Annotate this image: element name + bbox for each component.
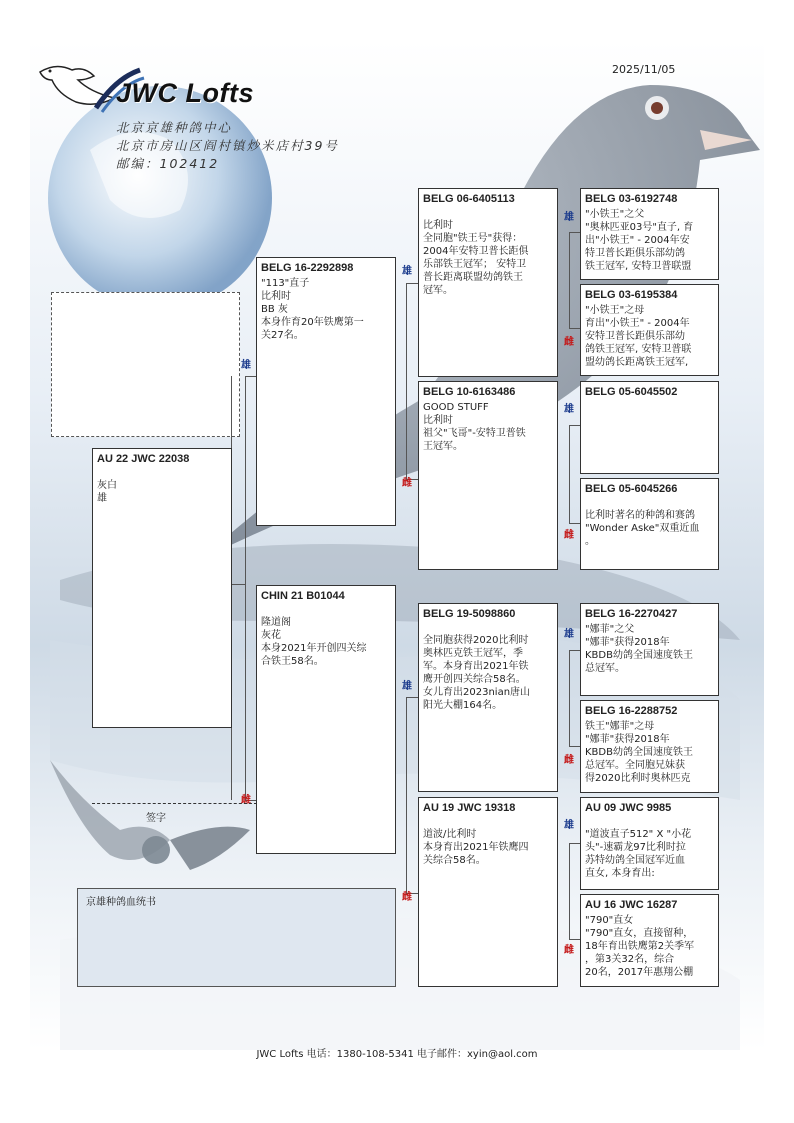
- info-line: 比利时著名的种鸽和赛鸽: [585, 510, 695, 521]
- print-date: 2025/11/05: [612, 63, 676, 76]
- info-line: "113"直子: [261, 278, 310, 289]
- info-line: 比利时: [423, 220, 453, 231]
- info-line: 全同胞获得2020比利时: [423, 635, 529, 646]
- info-line: 直女, 本身育出:: [585, 868, 655, 879]
- great-granddam-card[interactable]: [580, 700, 719, 793]
- info-line: 鸽铁王冠军, 安特卫普联: [585, 344, 692, 355]
- info-line: 阳光大棚164名。: [423, 700, 503, 711]
- connector: [569, 939, 580, 940]
- ring-number: BELG 03-6195384: [585, 289, 678, 301]
- address-line-2: 北京市房山区阎村镇炒米店村39号: [116, 138, 339, 153]
- info-line: 全同胞"铁王号"获得：: [423, 233, 523, 244]
- dam-mark: 雌: [564, 945, 574, 956]
- info-line: 普长距离联盟幼鸽铁王: [423, 272, 523, 283]
- info-line: 合铁王58名。: [261, 656, 324, 667]
- connector: [569, 232, 580, 233]
- info-line: 育出"小铁王" - 2004年: [585, 318, 690, 329]
- connector: [406, 283, 407, 479]
- info-line: "道波直子512" X "小花: [585, 829, 692, 840]
- granddam-maternal-card[interactable]: [418, 797, 558, 987]
- info-line: 女儿育出2023nian唐山: [423, 687, 531, 698]
- info-line: 军。本身育出2021年铁: [423, 661, 529, 672]
- ring-number: AU 22 JWC 22038: [97, 453, 190, 465]
- sire-mark: 雄: [564, 212, 574, 223]
- sire-mark: 雄: [564, 629, 574, 640]
- sire-mark: 雄: [564, 404, 574, 415]
- info-line: 灰花: [261, 630, 281, 641]
- connector: [406, 697, 407, 893]
- subject-pigeon-card[interactable]: [92, 448, 232, 728]
- info-line: "小铁王"之父: [585, 209, 645, 220]
- grandsire-maternal-card[interactable]: [418, 603, 558, 792]
- ring-number: AU 16 JWC 16287: [585, 899, 678, 911]
- ring-number: BELG 16-2292898: [261, 262, 354, 274]
- info-line: 得2020比利时奥林匹克: [585, 773, 691, 784]
- sire-mark: 雄: [402, 681, 412, 692]
- ring-number: BELG 16-2288752: [585, 705, 678, 717]
- info-line: 安特卫普长距俱乐部幼: [585, 331, 685, 342]
- pigeon-sex: 雄: [97, 493, 107, 504]
- great-grandsire-card[interactable]: [580, 381, 719, 474]
- certificate-box[interactable]: [77, 888, 396, 987]
- info-line: 本身作育20年铁鹰第一: [261, 317, 364, 328]
- great-granddam-card[interactable]: [580, 478, 719, 570]
- dam-mark: 雌: [241, 795, 251, 806]
- info-line: 本身育出2021年铁鹰四: [423, 842, 529, 853]
- info-line: "790"直女，直接留种，: [585, 928, 694, 939]
- info-line: 苏特幼鸽全国冠军近血: [585, 855, 685, 866]
- sire-mark: 雄: [402, 266, 412, 277]
- info-line: 总冠军。全同胞兄妹获: [585, 760, 685, 771]
- info-line: 关综合58名。: [423, 855, 486, 866]
- info-line: 祖父"飞哥"-安特卫普铁: [423, 428, 526, 439]
- signature-line: [92, 803, 257, 804]
- connector: [569, 523, 580, 524]
- great-grandsire-card[interactable]: [580, 603, 719, 696]
- info-line: "小铁王"之母: [585, 305, 645, 316]
- connector: [569, 843, 570, 939]
- connector: [569, 328, 580, 329]
- info-line: BB 灰: [261, 304, 288, 315]
- connector: [569, 425, 580, 426]
- ring-number: BELG 05-6045266: [585, 483, 678, 495]
- ring-number: CHIN 21 B01044: [261, 590, 345, 602]
- connector: [245, 376, 256, 377]
- info-line: "Wonder Aske"双重近血: [585, 523, 700, 534]
- great-grandsire-card[interactable]: [580, 797, 719, 890]
- dam-mark: 雌: [564, 530, 574, 541]
- info-line: "奥林匹亚03号"直子, 育: [585, 222, 694, 233]
- pigeon-color: 灰白: [97, 480, 117, 491]
- info-line: 18年育出铁鹰第2关季军: [585, 941, 695, 952]
- dam-mark: 雌: [564, 337, 574, 348]
- info-line: KBDB幼鸽全国速度铁王: [585, 650, 693, 661]
- photo-placeholder[interactable]: [51, 292, 240, 437]
- address-line-1: 北京京雄种鸽中心: [116, 120, 233, 135]
- info-line: 关27名。: [261, 330, 304, 341]
- connector: [569, 425, 570, 523]
- info-line: 。: [585, 536, 595, 547]
- sire-card[interactable]: [256, 257, 396, 526]
- ring-number: BELG 05-6045502: [585, 386, 678, 398]
- great-grandsire-card[interactable]: [580, 188, 719, 280]
- ring-number: BELG 16-2270427: [585, 608, 678, 620]
- dam-mark: 雌: [564, 755, 574, 766]
- dam-card[interactable]: [256, 585, 396, 854]
- grandsire-paternal-card[interactable]: [418, 188, 558, 377]
- sire-mark: 雄: [564, 820, 574, 831]
- info-line: 鹰开创四关综合58名。: [423, 674, 526, 685]
- connector: [406, 697, 418, 698]
- connector: [245, 376, 246, 800]
- info-line: "娜菲"获得2018年: [585, 734, 670, 745]
- info-line: 总冠军。: [585, 663, 625, 674]
- info-line: KBDB幼鸽全国速度铁王: [585, 747, 693, 758]
- connector: [406, 283, 418, 284]
- signature-label: 签字: [146, 813, 166, 824]
- great-granddam-card[interactable]: [580, 894, 719, 987]
- brand-title: JWC Lofts: [116, 78, 254, 108]
- dam-mark: 雌: [402, 478, 412, 489]
- info-line: 比利时: [261, 291, 291, 302]
- info-line: "娜菲"之父: [585, 624, 635, 635]
- info-line: 出"小铁王" - 2004年安: [585, 235, 690, 246]
- connector: [569, 650, 570, 746]
- info-line: 王冠军。: [423, 441, 463, 452]
- connector: [569, 843, 580, 844]
- ring-number: BELG 19-5098860: [423, 608, 516, 620]
- info-line: ，第3关32名，综合: [585, 954, 675, 965]
- info-line: 20名，2017年惠翔公棚: [585, 967, 694, 978]
- info-line: 道波/比利时: [423, 829, 477, 840]
- info-line: 隆道阁: [261, 617, 291, 628]
- info-line: 奥林匹克铁王冠军，季: [423, 648, 523, 659]
- footer-contact: JWC Lofts 电话：1380-108-5341 电子邮件：xyin@aol.com: [256, 1049, 538, 1060]
- connector: [231, 584, 245, 585]
- info-line: 特卫普长距俱乐部幼鸽: [585, 248, 685, 259]
- info-line: 铁王冠军, 安特卫普联盟: [585, 261, 692, 272]
- info-line: 冠军。: [423, 285, 453, 296]
- connector: [569, 650, 580, 651]
- info-line: 2004年安特卫普长距俱: [423, 246, 529, 257]
- info-line: 本身2021年开创四关综: [261, 643, 367, 654]
- ring-number: AU 19 JWC 19318: [423, 802, 516, 814]
- great-granddam-card[interactable]: [580, 284, 719, 376]
- sire-mark: 雄: [241, 360, 251, 371]
- info-line: 铁王"娜菲"之母: [585, 721, 655, 732]
- info-line: "790"直女: [585, 915, 634, 926]
- postal-code: 邮编：102412: [116, 156, 220, 171]
- info-line: 盟幼鸽长距离铁王冠军,: [585, 357, 689, 368]
- connector: [569, 232, 570, 328]
- ring-number: BELG 10-6163486: [423, 386, 516, 398]
- certificate-label: 京雄种鸽血统书: [86, 897, 156, 908]
- info-line: 乐部铁王冠军； 安特卫: [423, 259, 527, 270]
- dam-mark: 雌: [402, 892, 412, 903]
- connector: [569, 746, 580, 747]
- info-line: 头"-速霸龙97比利时拉: [585, 842, 686, 853]
- granddam-paternal-card[interactable]: [418, 381, 558, 570]
- ring-number: BELG 03-6192748: [585, 193, 678, 205]
- info-line: "娜菲"获得2018年: [585, 637, 670, 648]
- ring-number: AU 09 JWC 9985: [585, 802, 672, 814]
- info-line: 比利时: [423, 415, 453, 426]
- ring-number: BELG 06-6405113: [423, 193, 515, 205]
- info-line: GOOD STUFF: [423, 402, 489, 413]
